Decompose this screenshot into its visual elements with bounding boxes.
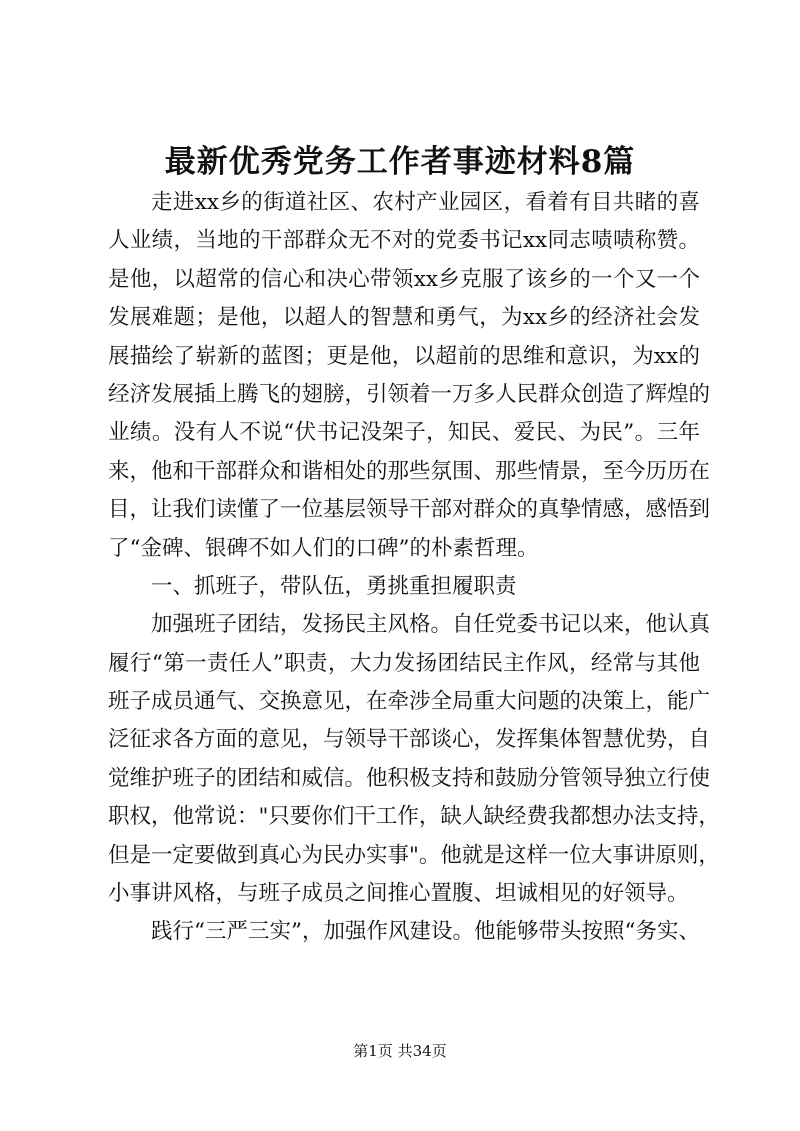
text-line: 泛征求各方面的意见，与领导干部谈心，发挥集体智慧优势，自 [108, 727, 711, 753]
text-line: 但是一定要做到真心为民办实事"。他就是这样一位大事讲原则， [108, 842, 720, 868]
text-line: 展描绘了崭新的蓝图；更是他，以超前的思维和意识，为xx的 [108, 343, 700, 369]
text-line: 觉维护班子的团结和威信。他积极支持和鼓励分管领导独立行使 [108, 765, 711, 791]
text-line: 业绩。没有人不说“伏书记没架子，知民、爱民、为民”。三年 [108, 420, 700, 446]
section-heading: 一、抓班子，带队伍，勇挑重担履职责 [151, 573, 517, 599]
text-line: 人业绩，当地的干部群众无不对的党委书记xx同志啧啧称赞。 [108, 228, 700, 254]
text-line: 加强班子团结，发扬民主风格。自任党委书记以来，他认真 [151, 612, 711, 638]
text-line: 履行“第一责任人”职责，大力发扬团结民主作风，经常与其他 [108, 650, 700, 676]
text-line: 走进xx乡的街道社区、农村产业园区，看着有目共睹的喜 [151, 190, 700, 215]
text-line: 践行“三严三实”，加强作风建设。他能够带头按照“务实、 [151, 919, 700, 945]
text-line: 职权，他常说："只要你们干工作，缺人缺经费我都想办法支持， [108, 804, 720, 830]
document-title: 最新优秀党务工作者事迹材料8篇 [164, 144, 636, 180]
page-footer: 第1页 共34页 [353, 1042, 447, 1060]
text-line: 来，他和干部群众和谐相处的那些氛围、那些情景，至今历历在 [108, 458, 711, 484]
text-line: 经济发展插上腾飞的翅膀，引领着一万多人民群众创造了辉煌的 [108, 381, 711, 407]
text-line: 班子成员通气、交换意见，在牵涉全局重大问题的决策上，能广 [108, 689, 711, 715]
text-line: 是他，以超常的信心和决心带领xx乡克服了该乡的一个又一个 [108, 266, 700, 292]
document-body [108, 184, 720, 952]
text-line: 目，让我们读懂了一位基层领导干部对群众的真挚情感，感悟到 [108, 497, 711, 523]
text-line: 发展难题；是他，以超人的智慧和勇气，为xx乡的经济社会发 [108, 305, 700, 331]
text-line: 了“金碑、银碑不如人们的口碑”的朴素哲理。 [108, 535, 539, 561]
text-line: 小事讲风格，与班子成员之间推心置腹、坦诚相见的好领导。 [108, 881, 689, 907]
